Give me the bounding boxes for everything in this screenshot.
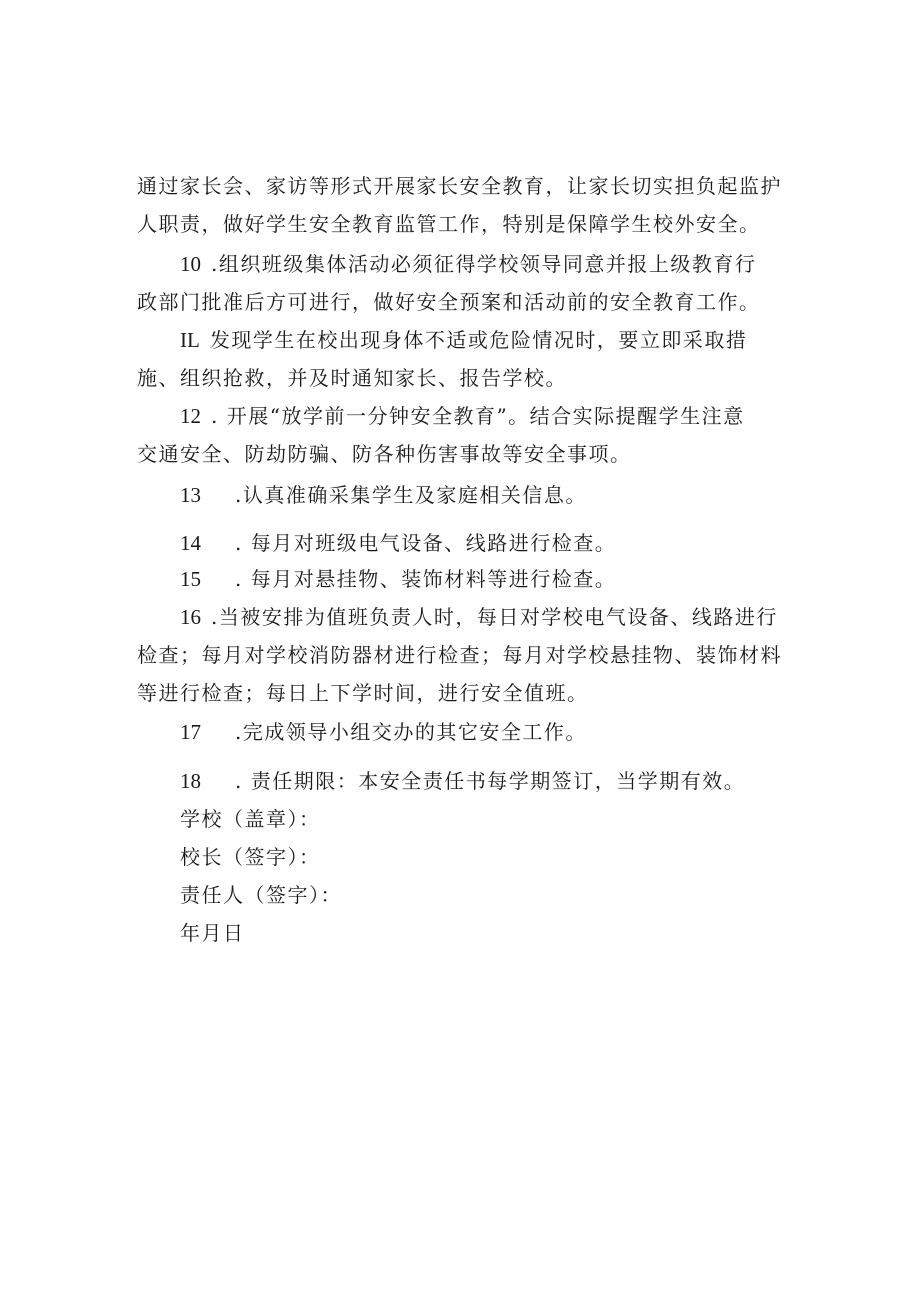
item-text-11: 发现学生在校出现身体不适或危险情况时，要立即采取措 <box>209 328 748 352</box>
paragraph-16-line-3: 等进行检查；每日上下学时间，进行安全值班。 <box>137 681 589 705</box>
paragraph-11-line-2: 施、组织抢救，并及时通知家长、报告学校。 <box>137 366 567 390</box>
item-number-11: IL <box>180 328 200 352</box>
paragraph-11-line-1 <box>180 328 747 352</box>
paragraph-18 <box>180 769 745 793</box>
item-text-12: . 开展“放学前一分钟安全教育”。结合实际提醒学生注意 <box>211 404 745 428</box>
paragraph-14 <box>180 531 616 555</box>
item-number-10: 10 <box>180 252 201 276</box>
item-text-18: . 责任期限：本安全责任书每学期签订，当学期有效。 <box>235 769 746 793</box>
item-number-13: 13 <box>180 483 201 507</box>
paragraph-12-line-1 <box>180 404 745 428</box>
item-text-15: . 每月对悬挂物、装饰材料等进行检查。 <box>235 567 617 591</box>
paragraph-10-line-1 <box>180 252 756 276</box>
paragraph-9-line-2: 人职责，做好学生安全教育监管工作，特别是保障学生校外安全。 <box>137 212 761 236</box>
signature-principal: 校长（签字）： <box>180 845 321 869</box>
paragraph-10-line-2: 政部门批准后方可进行，做好安全预案和活动前的安全教育工作。 <box>137 290 761 314</box>
item-text-10: .组织班级集体活动必须征得学校领导同意并报上级教育行 <box>211 252 757 276</box>
item-number-15: 15 <box>180 567 201 591</box>
paragraph-16-line-2: 检查；每月对学校消防器材进行检查；每月对学校悬挂物、装饰材料 <box>137 643 782 667</box>
item-number-12: 12 <box>180 404 201 428</box>
item-text-13: .认真准确采集学生及家庭相关信息。 <box>235 483 587 507</box>
item-text-17: .完成领导小组交办的其它安全工作。 <box>235 720 587 744</box>
item-number-17: 17 <box>180 720 201 744</box>
paragraph-17 <box>180 720 587 744</box>
item-number-14: 14 <box>180 531 201 555</box>
paragraph-16-line-1 <box>180 605 778 629</box>
item-text-16: .当被安排为值班负责人时，每日对学校电气设备、线路进行 <box>211 605 778 629</box>
paragraph-9-line-1: 通过家长会、家访等形式开展家长安全教育，让家长切实担负起监护 <box>137 174 782 198</box>
item-number-18: 18 <box>180 769 201 793</box>
paragraph-13 <box>180 483 587 507</box>
item-text-14: . 每月对班级电气设备、线路进行检查。 <box>235 531 617 555</box>
signature-responsible: 责任人（签字）： <box>180 883 342 907</box>
paragraph-15 <box>180 567 616 591</box>
paragraph-12-line-2: 交通安全、防劫防骗、防各种伤害事故等安全事项。 <box>137 442 632 466</box>
signature-date: 年月日 <box>180 921 245 945</box>
item-number-16: 16 <box>180 605 201 629</box>
signature-school: 学校（盖章）： <box>180 807 321 831</box>
